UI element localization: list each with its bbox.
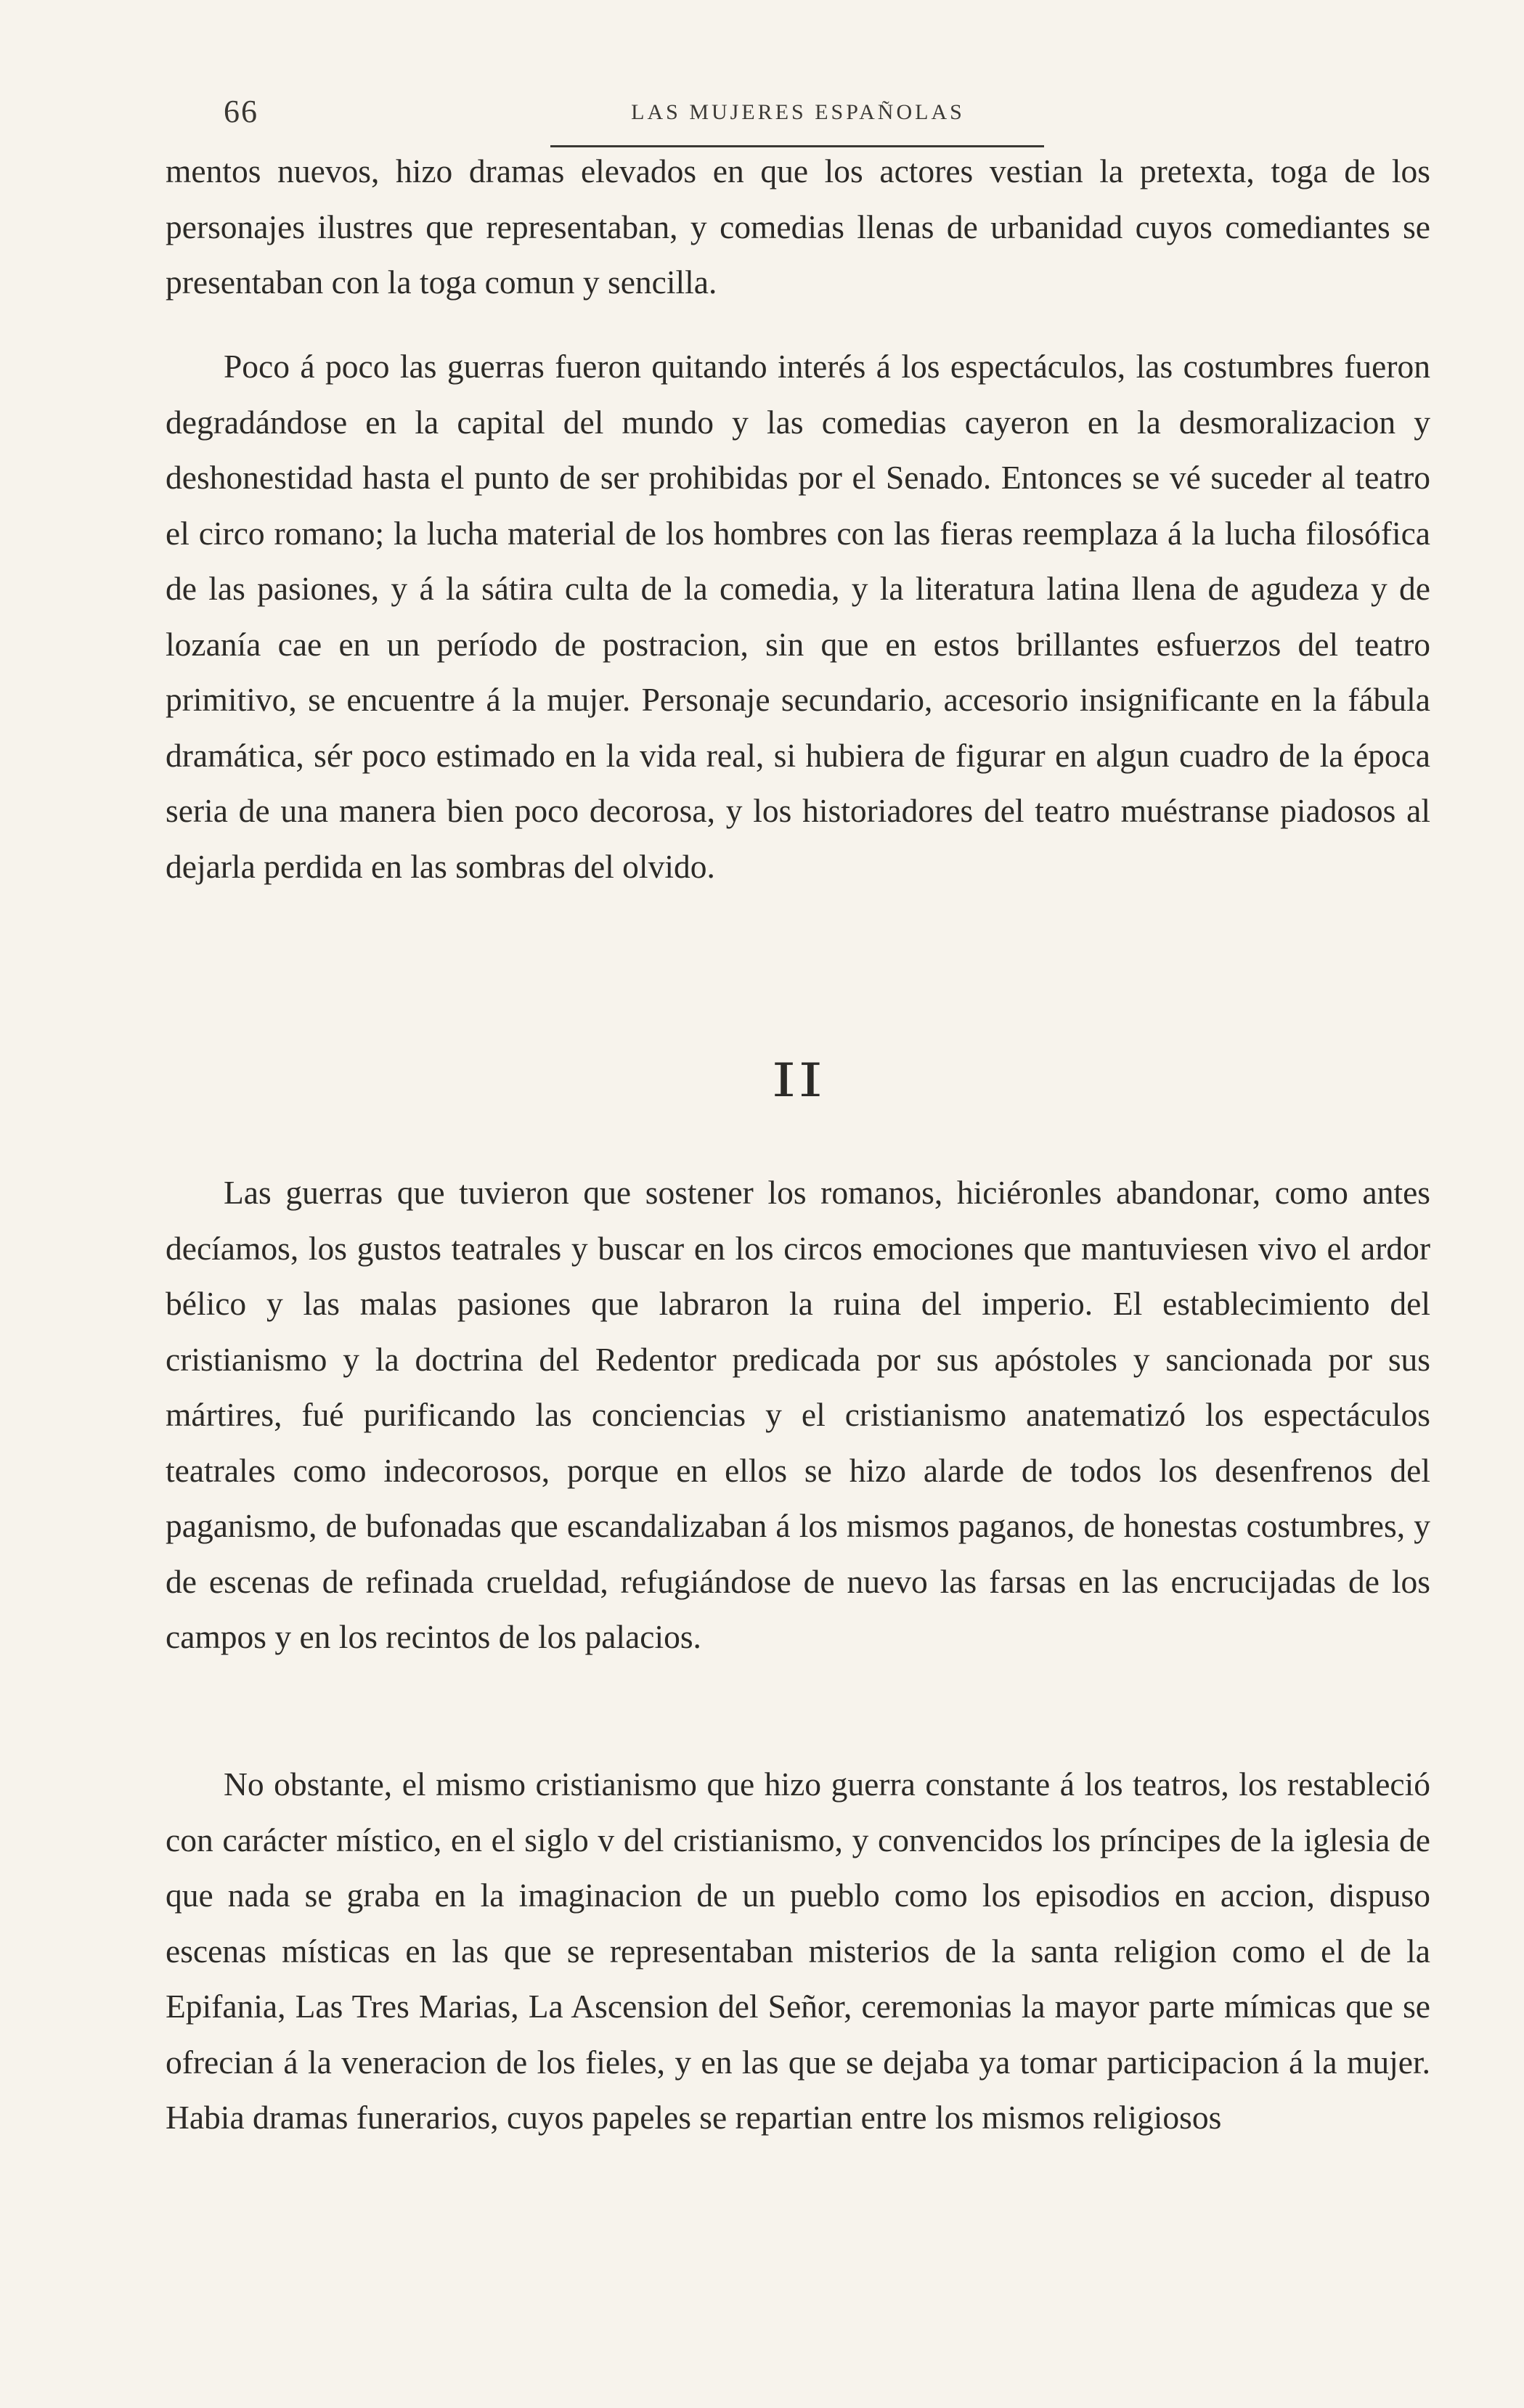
running-title: LAS MUJERES ESPAÑOLAS bbox=[631, 100, 965, 124]
paragraph-2: Poco á poco las guerras fueron quitando interés á los espectáculos, las costumbres fueron degradándose en la capital del mundo y las comedias cayeron en la desmoralizacion y deshonestidad hasta el punto de ser prohibidas por el Senado. Entonces se vé suceder al teatro el circo romano; la lucha material de los hombres con las fieras reemplaza á la lucha filosófica de las pasiones, y á la sátira culta de la comedia, y la literatura latina llena de agudeza y de lozanía cae en un período de postracion, sin que en estos brillantes esfuerzos del teatro primitivo, se encuentre á la mujer. Personaje secundario, accesorio insignificante en la fábula dramática, sér poco estimado en la vida real, si hubiera de figurar en algun cuadro de la época seria de una manera bien poco decorosa, y los historiadores del teatro muéstranse piadosos al dejarla perdida en las sombras del olvido. bbox=[166, 348, 1430, 885]
paragraph-3: Las guerras que tuvieron que sostener los romanos, hiciéronles abandonar, como antes decíamos, los gustos teatrales y buscar en los circos emociones que mantuviesen vivo el ardor bélico y las malas pasiones que labraron la ruina del imperio. El establecimiento del cristianismo y la doctrina del Redentor predicada por sus apóstoles y sancionada por sus mártires, fué purificando las conciencias y el cristianismo anatematizó los espectáculos teatrales como indecorosos, porque en ellos se hizo alarde de todos los desenfrenos del paganismo, de bufonadas que escandalizaban á los mismos paganos, de honestas costumbres, y de escenas de refinada crueldad, refugiándose de nuevo las farsas en las encrucijadas de los campos y en los recintos de los palacios. bbox=[166, 1174, 1430, 1655]
paragraph-4: No obstante, el mismo cristianismo que hizo guerra constante á los teatros, los restableció con carácter místico, en el siglo v del cristianismo, y convencidos los príncipes de la iglesia de que nada se graba en la imaginacion de un pueblo como los episodios en accion, dispuso escenas místicas en las que se representaban misterios de la santa religion como el de la Epifania, Las Tres Marias, La Ascension del Señor, ceremonias la mayor parte mímicas que se ofrecian á la veneracion de los fieles, y en las que se dejaba ya tomar participacion á la mujer. Habia dramas funerarios, cuyos papeles se repartian entre los mismos religiosos bbox=[166, 1766, 1430, 2136]
page-header bbox=[166, 93, 1430, 151]
section-heading-text: II bbox=[771, 1054, 825, 1108]
section-heading bbox=[166, 1054, 1430, 1112]
paragraph-1: mentos nuevos, hizo dramas elevados en que los actores vestian la pretexta, toga de los personajes ilustres que representaban, y comedias llenas de urbanidad cuyos comediantes se presentaban con la toga comun y sencilla. bbox=[166, 152, 1430, 301]
page-number: 66 bbox=[224, 94, 258, 129]
